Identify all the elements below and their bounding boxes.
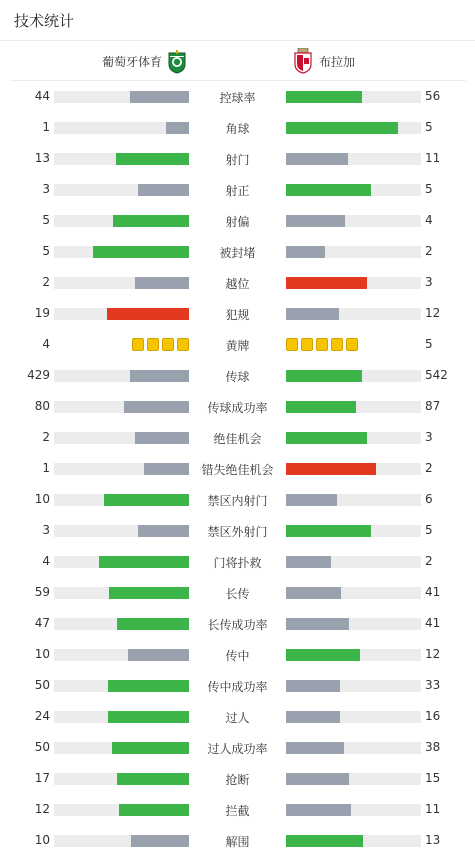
away-stat-bar-fill [286,649,360,661]
stat-label: 越位 [225,277,250,291]
stat-row [0,391,475,422]
stat-label: 黄牌 [225,339,250,353]
away-stat-bar [286,711,421,723]
away-stat-bar-fill [286,215,345,227]
home-stat-bar-fill [113,215,189,227]
yellow-card-icon [286,338,298,351]
away-stat-bar-fill [286,122,398,134]
stat-row [0,763,475,794]
stat-row [0,732,475,763]
away-stat-value: 6 [425,492,433,506]
home-stat-value: 5 [42,213,50,227]
away-stat-bar-fill [286,308,339,320]
away-stat-value: 15 [425,771,441,785]
yellow-card-icon [331,338,343,351]
away-stat-bar-fill [286,370,362,382]
away-stat-bar [286,91,421,103]
away-stat-bar-fill [286,91,362,103]
home-stat-value: 47 [34,616,50,630]
home-stat-bar-fill [117,618,189,630]
home-stat-bar-fill [138,184,189,196]
home-stat-bar [54,773,189,785]
away-stat-bar-fill [286,711,340,723]
away-stat-bar [286,680,421,692]
stat-label: 长传成功率 [207,618,268,632]
stat-row [0,236,475,267]
home-stat-bar [54,494,189,506]
away-stat-bar [286,246,421,258]
stat-row [0,639,475,670]
away-stat-bar [286,835,421,847]
away-stat-value: 16 [425,709,441,723]
sporting-crest-icon[interactable] [167,50,187,74]
home-stat-bar-fill [107,308,189,320]
home-stat-bar [54,556,189,568]
away-stat-value: 2 [425,244,433,258]
away-stat-bar-fill [286,153,348,165]
stat-row [0,484,475,515]
stat-label: 控球率 [219,91,256,105]
home-stat-value: 5 [42,244,50,258]
stat-label: 传中成功率 [207,680,268,694]
away-stat-bar [286,587,421,599]
home-stat-bar-fill [135,432,189,444]
stat-label: 错失绝佳机会 [201,463,274,477]
stat-label: 传球 [225,370,250,384]
away-stat-bar-fill [286,184,371,196]
away-stat-bar [286,122,421,134]
yellow-card-icon [316,338,328,351]
away-stat-value: 33 [425,678,441,692]
home-stat-bar-fill [108,711,189,723]
away-stat-bar-fill [286,742,344,754]
yellow-card-icon [177,338,189,351]
away-stat-bar [286,153,421,165]
home-stat-value: 12 [34,802,50,816]
home-stat-bar-fill [119,804,189,816]
home-stat-bar [54,711,189,723]
home-stat-bar [54,618,189,630]
home-stat-bar [54,649,189,661]
home-stat-value: 80 [34,399,50,413]
home-stat-value: 1 [42,461,50,475]
stat-label: 门将扑救 [213,556,262,570]
away-stat-bar [286,804,421,816]
home-stat-value: 44 [34,89,50,103]
away-stat-bar [286,618,421,630]
stat-label: 传中 [225,649,250,663]
home-stat-bar [54,432,189,444]
stat-label: 犯规 [225,308,250,322]
away-stat-bar [286,184,421,196]
home-stat-bar [54,835,189,847]
home-stat-value: 1 [42,120,50,134]
home-stat-bar [54,401,189,413]
away-stat-bar-fill [286,277,367,289]
home-team-name[interactable]: 葡萄牙体育 [101,55,162,69]
away-stat-value: 41 [425,585,441,599]
away-stat-value: 2 [425,461,433,475]
home-stat-bar-fill [116,153,189,165]
stat-label: 禁区内射门 [207,494,268,508]
away-stat-value: 87 [425,399,441,413]
home-stat-value: 50 [34,740,50,754]
home-yellow-cards [132,338,189,351]
stat-row [0,267,475,298]
away-stat-bar-fill [286,246,325,258]
stat-label: 被封堵 [219,246,256,260]
away-stat-value: 5 [425,182,433,196]
home-stat-bar-fill [112,742,189,754]
stat-label: 拦截 [225,804,250,818]
away-stat-bar [286,432,421,444]
stat-row [0,298,475,329]
home-stat-bar [54,804,189,816]
home-stat-value: 59 [34,585,50,599]
yellow-card-icon [346,338,358,351]
away-stat-value: 3 [425,430,433,444]
stat-label: 传球成功率 [207,401,268,415]
away-stat-bar [286,308,421,320]
home-stat-bar-fill [128,649,189,661]
home-stat-bar-fill [124,401,189,413]
home-stat-bar-fill [144,463,189,475]
stat-row [0,515,475,546]
home-stat-value: 2 [42,275,50,289]
away-stat-bar-fill [286,618,349,630]
stat-row [0,453,475,484]
away-stat-value: 38 [425,740,441,754]
home-stat-value: 3 [42,182,50,196]
home-stat-bar [54,246,189,258]
stat-row [0,825,475,856]
stat-row [0,794,475,825]
braga-crest-icon[interactable] [293,48,313,74]
away-stat-bar-fill [286,835,363,847]
home-stat-bar-fill [166,122,189,134]
stat-row [0,205,475,236]
yellow-card-icon [147,338,159,351]
home-stat-value: 19 [34,306,50,320]
away-stat-bar-fill [286,401,356,413]
away-stat-bar-fill [286,556,331,568]
home-stat-bar-fill [108,680,189,692]
away-stat-bar-fill [286,804,351,816]
stat-row [0,577,475,608]
away-stat-value: 5 [425,337,433,351]
away-stat-bar-fill [286,494,337,506]
away-stat-bar-fill [286,773,349,785]
home-stat-bar [54,525,189,537]
page-title: 技术统计 [14,12,75,30]
stat-label: 长传 [225,587,250,601]
stat-label: 解围 [225,835,250,849]
away-stat-bar [286,525,421,537]
home-stat-bar [54,215,189,227]
away-stat-value: 542 [425,368,448,382]
home-stat-value: 4 [42,337,50,351]
stat-row [0,112,475,143]
yellow-card-icon [132,338,144,351]
home-stat-value: 10 [34,492,50,506]
stat-label: 射正 [225,184,250,198]
stat-label: 禁区外射门 [207,525,268,539]
stat-label: 抢断 [225,773,250,787]
home-stat-value: 3 [42,523,50,537]
home-stat-bar [54,308,189,320]
stat-row [0,143,475,174]
away-stat-value: 3 [425,275,433,289]
home-stat-bar-fill [93,246,189,258]
stat-label: 角球 [225,122,250,136]
stat-row [0,329,475,360]
away-stat-bar [286,277,421,289]
home-stat-bar-fill [130,370,189,382]
home-stat-bar [54,587,189,599]
home-stat-bar [54,277,189,289]
stat-row [0,670,475,701]
home-stat-value: 10 [34,647,50,661]
home-stat-bar-fill [131,835,189,847]
away-stat-value: 12 [425,306,441,320]
home-stat-value: 50 [34,678,50,692]
away-stat-bar [286,215,421,227]
stat-label: 射门 [225,153,250,167]
home-stat-value: 17 [34,771,50,785]
away-stat-value: 11 [425,802,441,816]
stat-label: 绝佳机会 [213,432,262,446]
away-stat-value: 5 [425,120,433,134]
home-stat-bar-fill [109,587,189,599]
away-stat-value: 2 [425,554,433,568]
stat-row [0,701,475,732]
stat-label: 过人成功率 [207,742,268,756]
stat-row [0,546,475,577]
home-stat-bar [54,680,189,692]
stat-label: 过人 [225,711,250,725]
away-stat-value: 12 [425,647,441,661]
stat-row [0,81,475,112]
home-stat-bar-fill [104,494,189,506]
home-stat-bar-fill [135,277,189,289]
stat-label: 射偏 [225,215,250,229]
away-stat-bar [286,370,421,382]
home-stat-bar-fill [117,773,189,785]
away-stat-value: 11 [425,151,441,165]
home-stat-bar [54,742,189,754]
stat-row [0,174,475,205]
home-stat-bar-fill [99,556,189,568]
stat-row [0,422,475,453]
home-stat-bar [54,184,189,196]
home-stat-bar [54,122,189,134]
home-stat-value: 2 [42,430,50,444]
away-stat-bar [286,401,421,413]
home-stat-bar-fill [130,91,189,103]
home-stat-value: 13 [34,151,50,165]
yellow-card-icon [162,338,174,351]
stats-table [0,81,475,856]
away-stat-bar [286,773,421,785]
away-stat-value: 4 [425,213,433,227]
title-bar [0,0,475,41]
away-stat-value: 41 [425,616,441,630]
away-stat-bar-fill [286,680,340,692]
away-stat-bar-fill [286,432,367,444]
home-stat-bar [54,153,189,165]
team-header [10,41,466,81]
away-yellow-cards [286,338,358,351]
yellow-card-icon [301,338,313,351]
away-stat-bar [286,463,421,475]
away-stat-bar-fill [286,587,341,599]
home-stat-bar [54,370,189,382]
away-stat-bar [286,649,421,661]
away-stat-bar [286,742,421,754]
home-stat-value: 4 [42,554,50,568]
away-stat-bar [286,494,421,506]
home-stat-value: 429 [27,368,50,382]
stat-row [0,360,475,391]
away-stat-bar [286,556,421,568]
away-stat-bar-fill [286,463,376,475]
stat-row [0,608,475,639]
home-stat-bar [54,91,189,103]
away-stat-value: 5 [425,523,433,537]
away-stat-bar-fill [286,525,371,537]
home-stat-bar-fill [138,525,189,537]
away-team-name[interactable]: 布拉加 [319,55,356,69]
away-stat-value: 56 [425,89,441,103]
home-stat-value: 10 [34,833,50,847]
away-stat-value: 13 [425,833,441,847]
home-stat-bar [54,463,189,475]
home-stat-value: 24 [34,709,50,723]
